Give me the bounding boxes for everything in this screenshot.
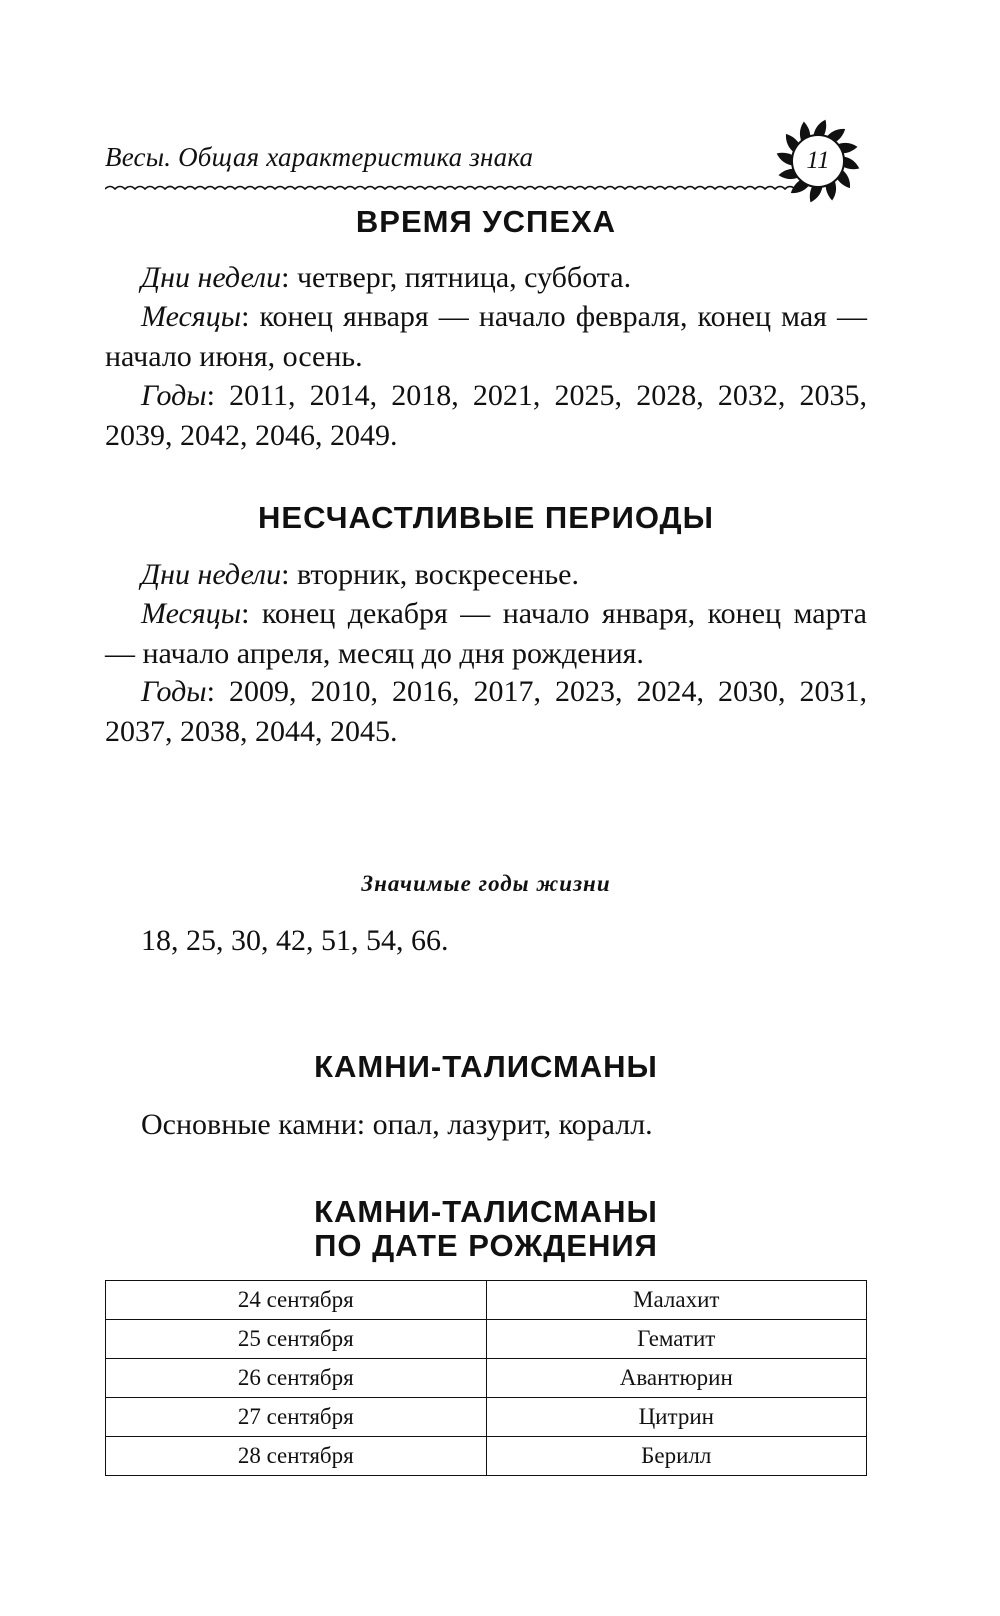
stone-cell: Берилл xyxy=(486,1437,867,1476)
success-months-paragraph xyxy=(105,297,867,377)
table-row xyxy=(106,1281,867,1320)
page-number: 11 xyxy=(806,147,830,174)
section-title-birthday-stones xyxy=(105,1195,867,1263)
table-row xyxy=(106,1359,867,1398)
talismans-text: Основные камни: опал, лазурит, коралл. xyxy=(141,1108,653,1141)
years-term: Годы xyxy=(141,379,207,412)
birthday-stones-table xyxy=(105,1280,867,1476)
subhead-significant-years: Значимые годы жизни xyxy=(361,871,611,896)
title-line-2: ПО ДАТЕ РОЖДЕНИЯ xyxy=(314,1228,658,1263)
unlucky-years-paragraph xyxy=(105,672,867,752)
stone-cell: Малахит xyxy=(486,1281,867,1320)
months-term: Месяцы xyxy=(141,300,242,333)
section-title-success: ВРЕМЯ УСПЕХА xyxy=(355,204,617,239)
years-text: : 2011, 2014, 2018, 2021, 2025, 2028, 2032, 2035, 2039, 2042, 2046, 2049. xyxy=(105,379,867,452)
days-text: : четверг, пятница, суббота. xyxy=(281,261,632,294)
months-text: : конец января — начало февраля, конец мая — начало июня, осень. xyxy=(105,300,867,373)
table-row xyxy=(106,1437,867,1476)
days-term: Дни недели xyxy=(141,261,282,294)
years-text: : 2009, 2010, 2016, 2017, 2023, 2024, 2030, 2031, 2037, 2038, 2044, 2045. xyxy=(105,675,867,748)
table-row xyxy=(106,1398,867,1437)
significant-years-text: 18, 25, 30, 42, 51, 54, 66. xyxy=(141,924,449,957)
stone-cell: Гематит xyxy=(486,1320,867,1359)
date-cell: 28 сентября xyxy=(106,1437,487,1476)
section-title-talismans: КАМНИ-ТАЛИСМАНЫ xyxy=(314,1049,658,1084)
months-text: : конец декабря — начало января, конец марта — начало апреля, месяц до дня рождения. xyxy=(105,597,867,670)
success-years-paragraph xyxy=(105,376,867,456)
running-title: Весы. Общая характеристика знака xyxy=(105,142,534,172)
stone-cell: Цитрин xyxy=(486,1398,867,1437)
table-row xyxy=(106,1320,867,1359)
title-line-1: КАМНИ-ТАЛИСМАНЫ xyxy=(314,1194,658,1229)
date-cell: 25 сентября xyxy=(106,1320,487,1359)
years-term: Годы xyxy=(141,675,207,708)
days-text: : вторник, воскресенье. xyxy=(281,558,579,591)
date-cell: 26 сентября xyxy=(106,1359,487,1398)
date-cell: 27 сентября xyxy=(106,1398,487,1437)
date-cell: 24 сентября xyxy=(106,1281,487,1320)
unlucky-months-paragraph xyxy=(105,594,867,674)
success-days-paragraph xyxy=(105,258,867,298)
days-term: Дни недели xyxy=(141,558,282,591)
wavy-rule-ornament xyxy=(105,183,795,195)
stone-cell: Авантюрин xyxy=(486,1359,867,1398)
months-term: Месяцы xyxy=(141,597,242,630)
unlucky-days-paragraph xyxy=(105,555,867,595)
section-title-unlucky: НЕСЧАСТЛИВЫЕ ПЕРИОДЫ xyxy=(258,500,714,535)
